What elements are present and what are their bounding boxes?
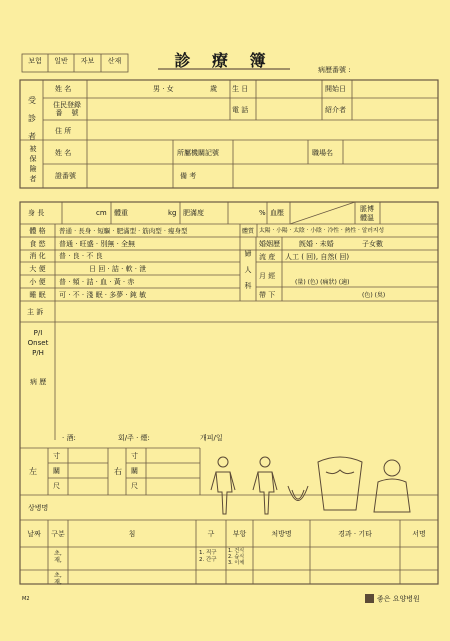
hospital-brand: 좋은 요양병원 xyxy=(377,595,420,603)
row1-cupping-options: 1. 건식 2. 습식 3. 이체 xyxy=(228,548,245,566)
height-unit: cm xyxy=(96,209,107,217)
pulse-right-row-chi: 尺 xyxy=(131,482,138,490)
birthday-label: 生 日 xyxy=(232,85,249,93)
insured-section-label: 被 保 險 者 xyxy=(29,145,37,183)
body-figures-icon xyxy=(211,457,410,514)
patient-section-label: 受 診 者 xyxy=(28,96,36,141)
drink-frequency-label: 회/주 · 煙: xyxy=(118,434,150,442)
col-date: 날짜 xyxy=(27,530,41,538)
constitution-label: 體質 xyxy=(242,228,255,235)
row-digestion: 消 化 普 · 良 · 不 良 xyxy=(29,252,103,260)
row-sleep: 睡 眠 可 · 不 · 淺 眠 · 多夢 · 鈍 敏 xyxy=(29,290,147,299)
pulse-left-row-chi: 尺 xyxy=(53,482,60,490)
tab-general[interactable]: 일반 xyxy=(54,57,68,65)
workplace-label: 職場名 xyxy=(312,149,333,157)
tab-auto-insurance[interactable]: 자보 xyxy=(80,57,95,65)
form-code: M2 xyxy=(22,596,30,602)
col-acupuncture: 침 xyxy=(128,530,136,538)
pulse-left-row-cun: 寸 xyxy=(53,452,60,460)
col-moxa: 구 xyxy=(207,530,215,538)
miscarriage-value: 人工 ( 回), 自然( 回) xyxy=(285,253,350,261)
col-signature: 서명 xyxy=(412,530,426,538)
pulse-label: 脈博 xyxy=(360,205,374,213)
blood-pressure-label: 血壓 xyxy=(270,209,284,217)
obesity-unit: % xyxy=(259,209,266,217)
remarks-label: 備 考 xyxy=(180,172,197,180)
row-appetite: 食 慾 普通 · 旺盛 · 別無 · 全無 xyxy=(29,239,136,248)
marital-value: 旣婚 · 未婚 xyxy=(299,240,334,248)
insured-name-label: 姓 名 xyxy=(55,149,72,157)
menstruation-value: (量) (色) (痛狀) (適) xyxy=(295,279,350,286)
age-label: 歲 xyxy=(210,85,217,93)
discharge-value: (色) (臭) xyxy=(362,292,386,299)
referrer-label: 紹介者 xyxy=(325,106,346,114)
pulse-right-row-guan: 關 xyxy=(131,467,138,475)
pulse-right-row-cun: 寸 xyxy=(131,452,138,460)
smoke-packs-label: 개피/일 xyxy=(200,434,223,442)
obesity-label: 肥滿度 xyxy=(183,209,204,217)
disease-name-label: 상병명 xyxy=(28,504,49,512)
page-title: 診 療 簿 xyxy=(174,51,274,70)
row1-moxa-options: 1. 직구 2. 간구 xyxy=(199,550,217,563)
chief-complaint-label: 主 訴 xyxy=(27,308,44,316)
gender-label: 男 · 女 xyxy=(153,85,174,93)
diagnosis-label: 病 歷 xyxy=(30,378,47,386)
weight-unit: kg xyxy=(168,209,177,217)
drink-label: · 酒: xyxy=(62,434,76,442)
constitution-value: 太陽 · 小陽 · 太陰 · 小陰 · 冷性 · 熱性 · 알러지성 xyxy=(259,228,385,234)
col-cupping: 부항 xyxy=(232,530,247,538)
row-urine: 小 便 普 · 頻 · 詰 · 血 · 黃 · 赤 xyxy=(29,277,135,286)
marital-label: 婚姻歷 xyxy=(259,240,280,248)
phone-label: 電 話 xyxy=(232,106,249,114)
address-label: 住 所 xyxy=(55,127,72,135)
row-physique: 體 格 普通 · 長身 · 短驅 · 肥滿型 · 筋肉型 · 痩身型 xyxy=(29,226,188,235)
pulse-right-label: 右 xyxy=(114,467,122,476)
children-label: 子女數 xyxy=(362,240,383,248)
row-stool: 大 便 日 回 · 詰 · 軟 · 泄 xyxy=(29,264,147,273)
company-code-label: 所屬機關記號 xyxy=(177,149,219,157)
cert-number-label: 證番號 xyxy=(55,172,76,180)
tab-industrial[interactable]: 산재 xyxy=(107,57,122,65)
discharge-label: 帶 下 xyxy=(259,291,276,299)
left-condition-rows xyxy=(20,224,240,301)
row1-gubun: 초, 재, xyxy=(54,550,62,564)
col-category: 구분 xyxy=(51,530,65,538)
gynecology-side-label: 婦 人 科 xyxy=(244,250,252,290)
record-number-label: 病歷番號 : xyxy=(318,66,351,74)
history-labels: P/I Onset P/H xyxy=(27,329,49,357)
pulse-left-row-guan: 關 xyxy=(53,467,60,475)
miscarriage-label: 流 産 xyxy=(259,253,276,261)
col-progress: 경과 · 기타 xyxy=(338,530,372,538)
weight-label: 體重 xyxy=(114,209,128,217)
col-prescription: 처방명 xyxy=(271,530,292,538)
pulse-left-label: 左 xyxy=(29,467,37,476)
menstruation-label: 月 經 xyxy=(259,272,276,280)
patient-name-label: 姓 名 xyxy=(55,85,72,93)
tab-insurance[interactable]: 보험 xyxy=(28,57,42,65)
resident-number-label: 住民登錄 番 號 xyxy=(53,101,81,117)
row2-gubun: 초, 재, xyxy=(54,572,62,586)
temperature-label: 體溫 xyxy=(360,214,374,222)
insurance-type-tabs xyxy=(22,57,128,65)
height-label: 身 長 xyxy=(28,209,45,217)
start-date-label: 開始日 xyxy=(325,85,346,93)
